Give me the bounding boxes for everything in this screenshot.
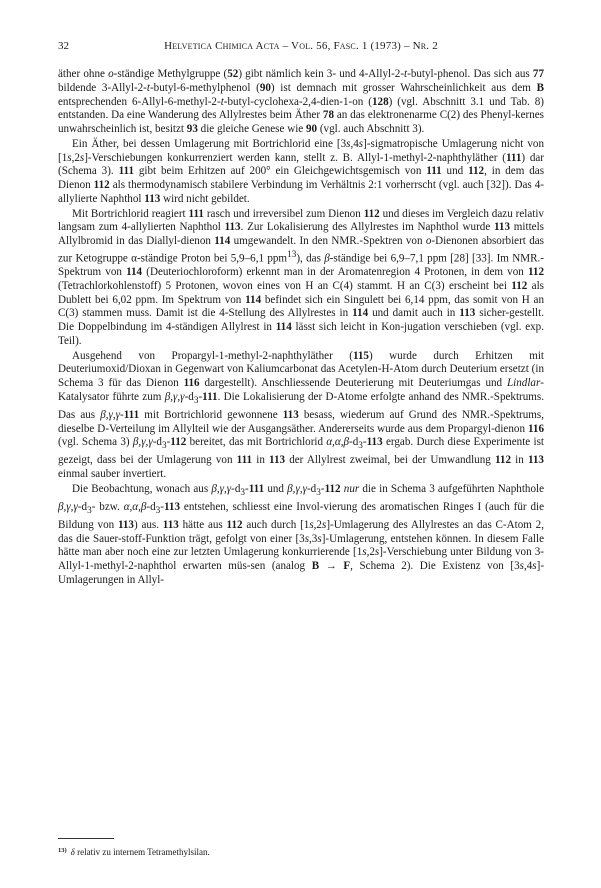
paragraph-4: Ausgehend von Propargyl-1-methyl-2-naphthyläther (115) wurde durch Erhitzen mit Deuteriumoxid/Dioxan in Gegenwart von Kaliumcarbonat das Acetylen-H-Atom durch Deuterium ersetzt (in Schema 3 für das Dienon 116 dargestellt). Anschliessende Deuterierung mit Deuteriumgas und Lindlar-Katalysator führte zum $\beta,\gamma,\gamma-d_3-111$. Die Lokalisierung der D-Atome erfolgte anhand des NMR.-Spektrums. Das aus β,γ,γ-111 mit Bortrichlorid gewonnene 113 besass, wiederum auf Grund des NMR.-Spektrums, dieselbe D-Verteilung im Allylteil wie der Ausgangsäther. Andererseits wurde aus dem Propargyl-dienon 116 (vgl. Schema 3) $\beta,\gamma,\gamma-d_3-112$ bereitet, das mit Bortrichlorid $\alpha,\alpha,\beta-d_3-113$ ergab. Durch diese Experimente ist gezeigt, dass bei der Umlagerung von 111 in 113 der Allylrest zweimal, bei der Umwandlung 112 in 113 einmal sauber invertiert.	[58, 349, 545, 481]
page-number: 32	[58, 40, 69, 52]
footnote-mark: 13)	[58, 847, 67, 854]
footnote-text: δ relativ zu internem Tetramethylsilan.	[70, 847, 210, 857]
footnote-13	[58, 845, 544, 858]
page-header	[58, 38, 544, 54]
paragraph-3: Mit Bortrichlorid reagiert 111 rasch und irreversibel zum Dienon 112 und dieses im Vergleich dazu relativ langsam zum 4-allylierten Naphthol 113. Zur Lokalisierung des Allylrestes im Naphthol wurde 113 mittels Allylbromid in das Diallyl-dienon 114 umgewandelt. In den NMR.-Spektren von o-Dienonen absorbiert das zur Ketogruppe α-ständige Proton bei 5,9–6,1 ppm$^{13}$), das β-ständige bei 6,9–7,1 ppm [28] [33]. Im NMR.-Spektrum von 114 (Deuteriochloroform) erkennt man in der Aromatenregion 4 Protonen, in dem von 112 (Tetrachlorkohlenstoff) 5 Protonen, wovon eines von H an C(4) stammt. H an C(3) erscheint bei 112 als Dublett bei 6,02 ppm. Im Spektrum von 114 befindet sich ein Singulett bei 6,14 ppm, das somit von H an C(3) stammen muss. Damit ist die 4-Stellung des Allylrestes in 114 und damit auch in 113 sicher-gestellt. Die Doppelbindung im 4-ständigen Allylrest in 114 lässt sich leicht in Kon-jugation verschieben (vgl. exp. Teil).	[58, 207, 544, 347]
running-title-text: Helvetica Chimica Acta – Vol. 56, Fasc. 1 (1973) – Nr. 2	[164, 40, 438, 52]
footnote-rule	[58, 838, 114, 839]
article-body	[58, 68, 544, 589]
paragraph-2: Ein Äther, bei dessen Umlagerung mit Bortrichlorid eine [3s,4s]-sigmatropische Umlagerung nicht von [1s,2s]-Verschiebungen konkurrenziert werden kann, stellt z. B. Allyl-1-methyl-2-naphthyläther (111) dar (Schema 3). 111 gibt beim Erhitzen auf 200° ein Gleichgewichtsgemisch von 111 und 112, in dem das Dienon 112 als thermodynamisch stabilere Verbindung im Verhältnis 2:1 vorherrscht (vgl. auch [32]). Das 4-allylierte Naphthol 113 wird nicht gebildet.	[58, 137, 545, 205]
paragraph-1: äther ohne o-ständige Methylgruppe (52) gibt nämlich kein 3- und 4-Allyl-2-t-butyl-phenol. Das sich aus 77 bildende 3-Allyl-2-t-butyl-6-methylphenol (90) ist demnach mit grosser Wahrscheinlichkeit aus dem B entsprechenden 6-Allyl-6-methyl-2-t-butyl-cyclohexa-2,4-dien-1-on (128) (vgl. Abschnitt 3.1 und Tab. 8) entstanden. Da eine Wanderung des Allylrestes beim Äther 78 an das elektronenarme C(2) des Phenyl-kernes unwahrscheinlich ist, besitzt 93 die gleiche Genese wie 90 (vgl. auch Abschnitt 3).	[58, 68, 545, 135]
running-title	[58, 38, 544, 54]
paragraph-5: Die Beobachtung, wonach aus $\beta,\gamma,\gamma-d_3-111$ und $\beta,\gamma,\gamma-d_3-112$ nur die in Schema 3 aufgeführten Naphthole $\beta,\gamma,\gamma-d_3-$ bzw. $\alpha,\alpha,\beta-d_3-113$ entstehen, schliesst eine Invol-vierung des aromatischen Ringes I (auch für die Bildung von 113) aus. 113 hätte aus 112 auch durch [1s,2s]-Umlagerung des Allylrestes an das C-Atom 2, das die Sauer-stoff-Funktion trägt, gefolgt von einer [3s,3s]-Umlagerung, entstehen können. In diesem Falle hätte man aber noch eine zur letzten Umlagerung konkurrierende [1s,2s]-Verschiebung unter Bildung von 3-Allyl-1-methyl-2-naphthol erwarten müs-sen (analog B → F, Schema 2). Die Existenz von [3s,4s]-Umlagerungen in Allyl-	[58, 482, 545, 586]
